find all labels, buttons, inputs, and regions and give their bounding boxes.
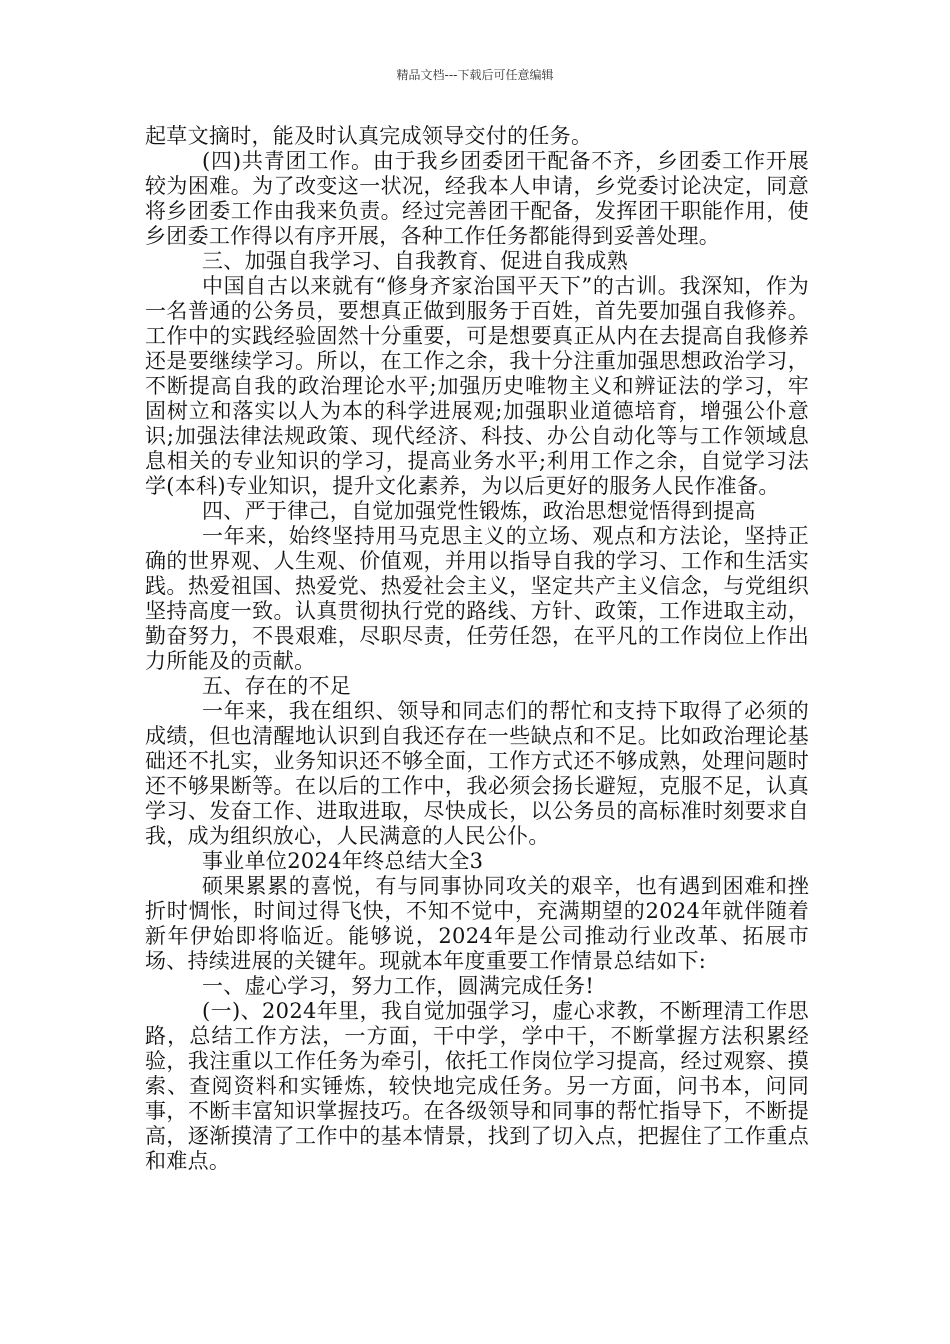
page-header: 精品文档---下载后可任意编辑 [396, 68, 554, 82]
paragraph: 一年来，我在组织、领导和同志们的帮忙和支持下取得了必须的成绩，但也清醒地认识到自我还存在一些缺点和不足。比如政治理论基础还不扎实，业务知识还不够全面，工作方式还不够成熟，处理问题时还不够果断等。在以后的工作中，我必须会扬长避短，克服不足，认真学习、发奋工作、进取进取，尽快成长，以公务员的高标准时刻要求自我，成为组织放心，人民满意的人民公仆。 [145, 699, 809, 848]
document-title: 事业单位2024年终总结大全3 [202, 849, 484, 873]
paragraph: 中国自古以来就有“修身齐家治国平天下”的古训。我深知，作为一名普通的公务员，要想真正做到服务于百姓，首先要加强自我修养。工作中的实践经验固然十分重要，可是想要真正从内在去提高自我修养还是要继续学习。所以，在工作之余，我十分注重加强思想政治学习，不断提高自我的政治理论水平;加强历史唯物主义和辨证法的学习，牢固树立和落实以人为本的科学进展观;加强职业道德培育，增强公仆意识;加强法律法规政策、现代经济、科技、办公自动化等与工作领域息息相关的专业知识的学习，提高业务水平;利用工作之余，自觉学习法学(本科)专业知识，提升文化素养，为以后更好的服务人民作准备。 [145, 274, 809, 498]
paragraph: 硕果累累的喜悦，有与同事协同攻关的艰辛，也有遇到困难和挫折时惆怅，时间过得飞快，不知不觉中，充满期望的2024年就伴随着新年伊始即将临近。能够说，2024年是公司推动行业改革、拓展市场、持续进展的关键年。现就本年度重要工作情景总结如下: [145, 874, 809, 973]
section-heading: 四、严于律己，自觉加强党性锻炼，政治思想觉悟得到提高 [202, 499, 756, 523]
paragraph: 起草文摘时，能及时认真完成领导交付的任务。 [145, 124, 593, 148]
section-heading: 一、虚心学习，努力工作，圆满完成任务! [202, 974, 595, 998]
paragraph: (一)、2024年里，我自觉加强学习，虚心求教，不断理清工作思路，总结工作方法，一方面，干中学，学中干，不断掌握方法积累经验，我注重以工作任务为牵引，依托工作岗位学习提高，经过观察、摸索、查阅资料和实锤炼，较快地完成任务。另一方面，问书本，问同事，不断丰富知识掌握技巧。在各级领导和同事的帮忙指导下，不断提高，逐渐摸清了工作中的基本情景，找到了切入点，把握住了工作重点和难点。 [145, 999, 809, 1173]
paragraph: 一年来，始终坚持用马克思主义的立场、观点和方法论，坚持正确的世界观、人生观、价值观，并用以指导自我的学习、工作和生活实践。热爱祖国、热爱党、热爱社会主义，坚定共产主义信念，与党组织坚持高度一致。认真贯彻执行党的路线、方针、政策，工作进取主动，勤奋努力，不畏艰难，尽职尽责，任劳任怨，在平凡的工作岗位上作出力所能及的贡献。 [145, 524, 809, 673]
section-heading: 三、加强自我学习、自我教育、促进自我成熟 [202, 249, 628, 273]
document-body [145, 124, 809, 1174]
paragraph: (四)共青团工作。由于我乡团委团干配备不齐，乡团委工作开展较为困难。为了改变这一状况，经我本人申请，乡党委讨论决定，同意将乡团委工作由我来负责。经过完善团干配备，发挥团干职能作用，使乡团委工作得以有序开展，各种工作任务都能得到妥善处理。 [145, 149, 809, 248]
section-heading: 五、存在的不足 [202, 674, 352, 698]
